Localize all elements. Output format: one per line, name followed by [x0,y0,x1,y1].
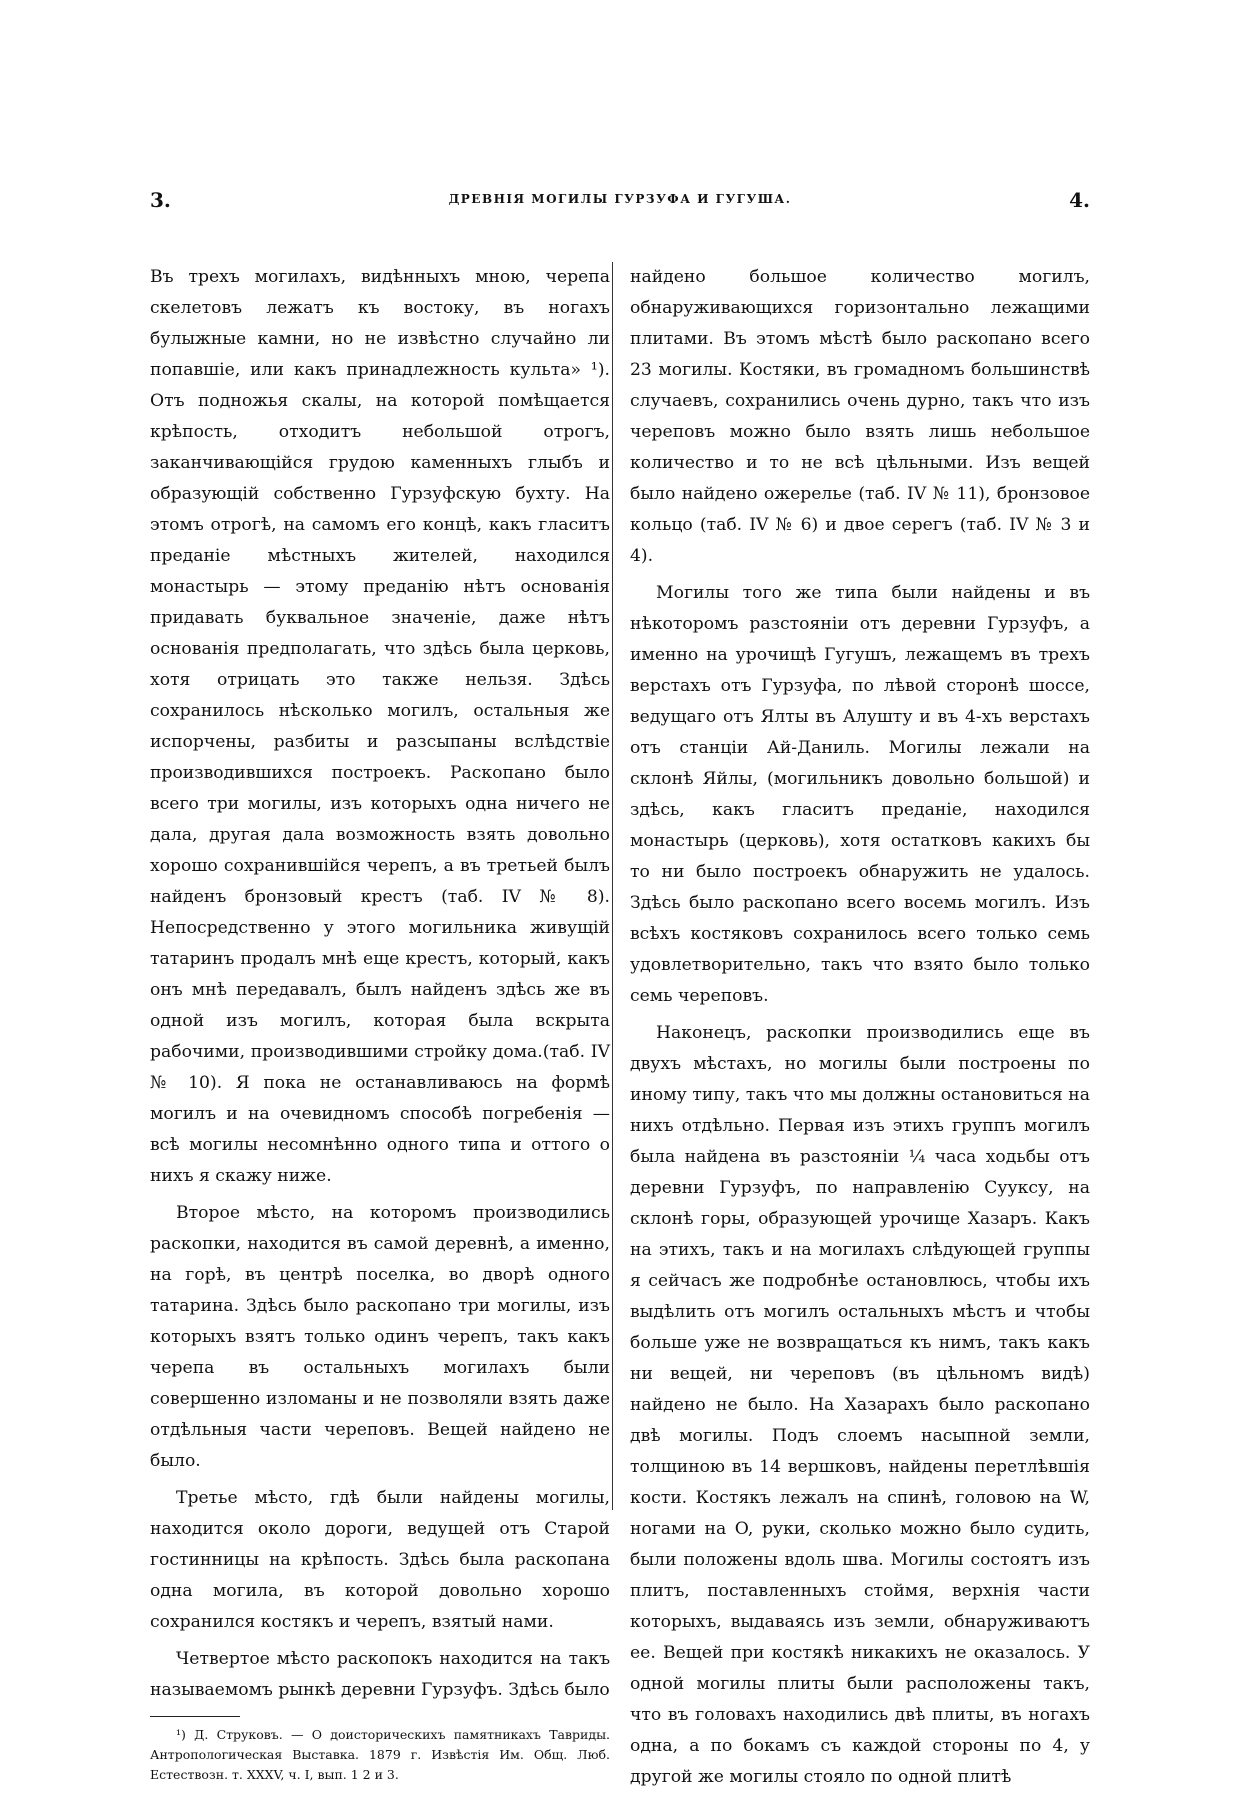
footnote: ¹) Д. Струковъ. — О доисторическихъ памятникахъ Тавриды. Антропологическая Выставка. 1879 г. Извѣстія Им. Общ. Люб. Естествозн. т. XXXV, ч. I, вып. 1 2 и 3. [150,1727,610,1782]
running-title: ДРЕВНІЯ МОГИЛЫ ГУРЗУФА И ГУГУША. [448,192,792,206]
paragraph: Второе мѣсто, на которомъ производились раскопки, находится въ самой деревнѣ, а именно, на горѣ, въ центрѣ поселка, во дворѣ одного татарина. Здѣсь было раскопано три могилы, изъ которыхъ взятъ только одинъ черепъ, такъ какъ черепа въ остальныхъ могилахъ были совершенно изломаны и не позволяли взять даже отдѣльныя части череповъ. Вещей найдено не было. [150,1203,610,1471]
footnote-rule [150,1716,240,1717]
paragraph: Третье мѣсто, гдѣ были найдены могилы, находится около дороги, ведущей отъ Старой гостинницы на крѣпость. Здѣсь была раскопана одна могила, въ которой довольно хорошо сохранился костякъ и черепъ, взятый нами. [150,1488,610,1632]
paragraph: найдено большое количество могилъ, обнаруживающихся горизонтально лежащими плитами. Въ этомъ мѣстѣ было раскопано всего 23 могилы. Костяки, въ громадномъ большинствѣ случаевъ, сохранились очень дурно, такъ что изъ череповъ можно было взять лишь небольшое количество и то не всѣ цѣльными. Изъ вещей было найдено ожерелье (таб. IV № 11), бронзовое кольцо (таб. IV № 6) и двое серегъ (таб. IV № 3 и 4). [630,267,1090,566]
right-column [630,262,1090,1799]
paragraph: Могилы того же типа были найдены и въ нѣкоторомъ разстояніи отъ деревни Гурзуфъ, а именно на урочищѣ Гугушъ, лежащемъ въ трехъ верстахъ отъ Гурзуфа, по лѣвой сторонѣ шоссе, ведущаго отъ Ялты въ Алушту и въ 4-хъ верстахъ отъ станціи Ай-Даниль. Могилы лежали на склонѣ Яйлы, (могильникъ довольно большой) и здѣсь, какъ гласитъ преданіе, находился монастырь (церковь), хотя остатковъ какихъ бы то ни было построекъ обнаружить не удалось. Здѣсь было раскопано всего восемь могилъ. Изъ всѣхъ костяковъ сохранилось всего только семь удовлетворительно, такъ что взято было только семь череповъ. [630,583,1090,1006]
left-column-number: 3. [150,188,171,212]
paragraph: Четвертое мѣсто раскопокъ находится на такъ называемомъ рынкѣ деревни Гурзуфъ. Здѣсь было [150,1649,610,1700]
left-column [150,262,610,1785]
paragraph: Въ трехъ могилахъ, видѣнныхъ мною, черепа скелетовъ лежатъ къ востоку, въ ногахъ булыжные камни, но не извѣстно случайно ли попавшіе, или какъ принадлежность культа» ¹). Отъ подножья скалы, на которой помѣщается крѣпость, отходитъ небольшой отрогъ, заканчивающійся грудою каменныхъ глыбъ и образующій собственно Гурзуфскую бухту. На этомъ отрогѣ, на самомъ его концѣ, какъ гласитъ преданіе мѣстныхъ жителей, находился монастырь — этому преданію нѣтъ основанія придавать буквальное значеніе, даже нѣтъ основанія предполагать, что здѣсь была церковь, хотя отрицать это также нельзя. Здѣсь сохранилось нѣсколько могилъ, остальныя же испорчены, разбиты и разсыпаны вслѣдствіе производившихся построекъ. Раскопано было всего три могилы, изъ которыхъ одна ничего не дала, другая дала возможность взять довольно хорошо сохранившійся черепъ, а въ третьей былъ найденъ бронзовый крестъ (таб. IV № 8). Непосредственно у этого могильника живущій татаринъ продалъ мнѣ еще крестъ, который, какъ онъ мнѣ передавалъ, былъ найденъ здѣсь же въ одной изъ могилъ, которая была вскрыта рабочими, производившими стройку дома.(таб. IV № 10). Я пока не останавливаюсь на формѣ могилъ и на очевидномъ способѣ погребенія — всѣ могилы несомнѣнно одного типа и оттого о нихъ я скажу ниже. [150,267,610,1186]
right-column-number: 4. [1069,188,1090,212]
paragraph: Наконецъ, раскопки производились еще въ двухъ мѣстахъ, но могилы были построены по иному типу, такъ что мы должны остановиться на нихъ отдѣльно. Первая изъ этихъ группъ могилъ была найдена въ разстояніи ¼ часа ходьбы отъ деревни Гурзуфъ, по направленію Сууксу, на склонѣ горы, образующей урочище Хазаръ. Какъ на этихъ, такъ и на могилахъ слѣдующей группы я сейчасъ же подробнѣе остановлюсь, чтобы ихъ выдѣлить отъ могилъ остальныхъ мѣстъ и чтобы больше уже не возвращаться къ нимъ, такъ какъ ни вещей, ни череповъ (въ цѣльномъ видѣ) найдено не было. На Хазарахъ было раскопано двѣ могилы. Подъ слоемъ насыпной земли, толщиною въ 14 вершковъ, найдены перетлѣвшія кости. Костякъ лежалъ на спинѣ, головою на W, ногами на O, руки, сколько можно было судить, были положены вдоль шва. Могилы состоятъ изъ плитъ, поставленныхъ стоймя, верхнія части которыхъ, выдаваясь изъ земли, обнаруживаютъ ее. Вещей при костякѣ никакихъ не оказалось. У одной могилы плиты были расположены такъ, что въ головахъ находились двѣ плиты, въ ногахъ одна, а по бокамъ съ каждой стороны по 4, у другой же могилы стояло по одной плитѣ [630,1023,1090,1787]
page-header [150,188,1090,218]
column-divider [612,262,613,1510]
